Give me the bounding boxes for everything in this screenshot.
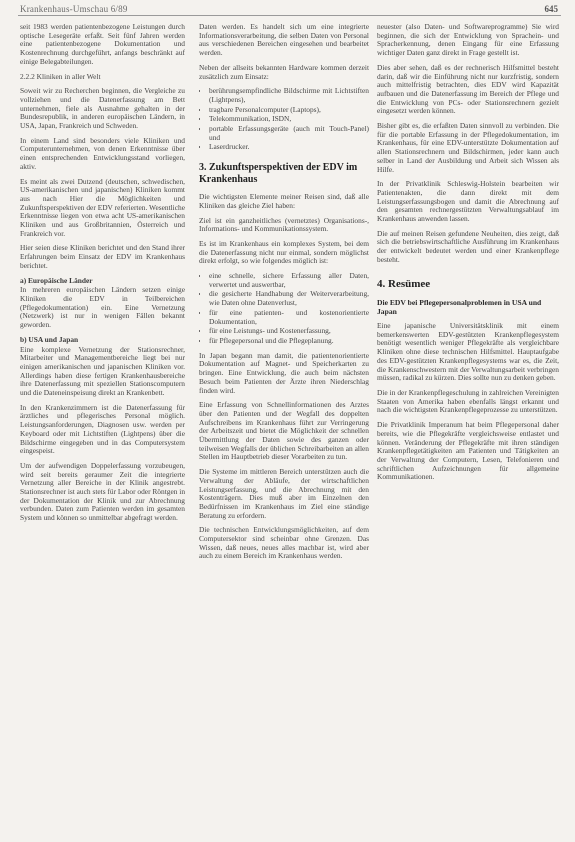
paragraph: Dies aber sehen, daß es der rechnerisch Hilfsmittel besteht darin, daß wir die Einführung nicht nur kurzfristig, sondern auch mittelfristig betrachten, dies EDV wird Kapazität aufbauen und die Datenerfassung im Bereich der Pflege und die Entwicklung von PCs- oder Stationsrechnern gezielt eingesetzt werden können. xyxy=(377,62,559,116)
paragraph: Die Systeme im mittleren Bereich unterstützen auch die Verwaltung der Abläufe, der wirtschaftlichen Leistungserfassung, und die Abrechnung mit den Kostenträgern. Dies muß aber im Einzelnen den Bedürfnissen im Krankenhaus im Ziel eine ständige Beratung zu erfordern. xyxy=(199,467,369,520)
list-item: • Laserdrucker. xyxy=(209,143,369,152)
header-rule xyxy=(18,15,561,16)
paragraph: Um der aufwendigen Doppelerfassung vorzubeugen, wird seit bereits geraumer Zeit die integrierte Vernetzung aller Bereiche in der Klinik angestrebt. Stationsrechner ist auch stets für Labor oder Röntgen in der Dokumentation der Klinik und zur Abrechnung verbunden. Daten zum Patienten werden im gesamten System und können so unmittelbar abgefragt werden. xyxy=(20,460,185,523)
paragraph: Hier seien diese Kliniken berichtet und den Stand ihrer Erfahrungen beim Einsatz der EDV im Krankenhaus berichtet. xyxy=(20,243,185,270)
paragraph: neuester (also Daten- und Softwareprogramme) Sie wird beginnen, die sich der Entwicklung von Sprachein- und Spracherkennung, denen Eingang für eine Erfassung wichtiger Daten ganz direkt in Frage gestellt ist. xyxy=(377,23,559,58)
paragraph: In der Privatklinik Schleswig-Holstein bearbeiten wir Patientenakten, die dann direkt mit dem Leistungserfassungsbogen und damit die Abrechnung auf den gesamten rechnergestützten Verwaltungsablauf im Krankenhaus anwenden lassen. xyxy=(377,179,559,224)
text-column-2 xyxy=(199,23,369,833)
paragraph: Die auf meinen Reisen gefundene Neuheiten, dies zeigt, daß sich die betriebswirtschaftliche Ausführung im Krankenhaus der entwickelt bedeutet werden und einer Krankenpflege besteht. xyxy=(377,228,559,264)
paragraph: Die in der Krankenpflegeschulung in zahlreichen Vereinigten Staaten von Amerika haben ebenfalls längst erkannt und nach die wichtigsten Krankenpflegeprozesse zu unterstützen. xyxy=(377,388,559,415)
paragraph: Eine Erfassung von Schnellinformationen des Arztes über den Patienten und der Wegfall des doppelten Aufschreibens im Krankenhaus führt zur Verringerung der Arbeitszeit und bietet die Möglichkeit der schnellen Übermittlung der Daten sowie des ganzen oder teilweisen Wegfalls der üblichen Schreibarbeiten an allen Stellen im Hauptbetrieb dieser Vorarbeiten zu tun. xyxy=(199,400,369,462)
list-item: • Telekommunikation, ISDN, xyxy=(209,115,369,124)
text-column-3 xyxy=(377,23,559,833)
bullet-list xyxy=(199,87,369,152)
section-heading: 4. Resümee xyxy=(377,277,431,290)
running-header: Krankenhaus-Umschau 6/89 xyxy=(20,4,128,14)
paragraph: Neben der allseits bekannten Hardware kommen derzeit zusätzlich zum Einsatz: xyxy=(199,62,369,81)
subheading: b) USA und Japan xyxy=(20,334,79,344)
list-item: • tragbare Personalcomputer (Laptops), xyxy=(209,106,369,115)
paragraph: Die Privatklinik Imperanum hat beim Pflegepersonal daher bereits, wie die Pflegekräfte vergleichsweise entlastet und können. Veränderung der Pflegekräfte mit ihren ständigen Krankenpflegetätigkeiten am Patienten und Tätigkeiten an der Verwaltung der Computern, Lesen, Telefonieren und schriftlichen Aufzeichnungen für allgemeine Kommunikationen. xyxy=(377,420,559,482)
subheading: a) Europäische Länder xyxy=(20,275,93,285)
paragraph: Die technischen Entwicklungsmöglichkeiten, auf dem Computersektor sind scheinbar ohne Grenzen. Das Wissen, daß neues, neues alles machbar ist, wird aber auch zu einem Bereich im Krankenhaus werden. xyxy=(199,525,369,561)
paragraph: Die wichtigsten Elemente meiner Reisen sind, daß alle Kliniken das gleiche Ziel haben: xyxy=(199,192,369,210)
paragraph: In den Krankenzimmern ist die Datenerfassung für ärztliches und pflegerisches Personal möglich. Leistungsanforderungen, Diagnosen usw. werden per Keyboard oder mit Lichtstiften (Lightpens) über die Bildschirme eingegeben und in das Computersystem eingespeist. xyxy=(20,402,185,456)
list-item: • für eine Leistungs- und Kostenerfassung, xyxy=(209,327,369,336)
page-number: 645 xyxy=(544,4,558,14)
subsection-heading: Die EDV bei Pflegepersonalproblemen in USA und Japan xyxy=(377,298,542,317)
list-item: • für Pflegepersonal und die Pflegeplanung. xyxy=(209,337,369,346)
section-heading: 3. Zukunftsperspektiven der EDV im Krankenhaus xyxy=(199,162,358,185)
paragraph: Es ist im Krankenhaus ein komplexes System, bei dem die Datenerfassung nicht nur einmal, sondern möglichst direkt erfolgt, so wie folgendes möglich ist: xyxy=(199,238,369,266)
text-column-1 xyxy=(20,23,185,833)
list-item: • die gesicherte Handhabung der Weiterverarbeitung, wie Daten ohne Datenverlust, xyxy=(209,290,369,307)
paragraph: 2.2.2 Kliniken in aller Welt xyxy=(20,71,101,81)
paragraph: Eine komplexe Vernetzung der Stationsrechner, Mitarbeiter und Managementbereiche liegt bei nur einigen amerikanischen und japanischen Kliniken vor. Allerdings haben diese fertigen Krankenhausbereiche ihre Datenerfassung mit speziellen Stationscomputern und die Dateneinspeisung direkt an Krankenbett. xyxy=(20,344,185,398)
paragraph: Ziel ist ein ganzheitliches (vernetztes) Organisations-, Informations- und Kommunikationssystem. xyxy=(199,215,369,234)
list-item: • eine schnelle, sichere Erfassung aller Daten, verwertet und auswertbar, xyxy=(209,272,369,289)
paragraph: Soweit wir zu Recherchen beginnen, die Vergleiche zu vollziehen und die Datenerfassung am Bett unternehmen, fiele als Ausnahme gehalten in der Bundesrepublik, in anderen europäischen Ländern, in USA, Japan, Frankreich und Schweden. xyxy=(20,86,185,131)
paragraph: Bisher gibt es, die erfaßten Daten sinnvoll zu verbinden. Die für die portable Erfassung in der Pflegedokumentation, im Krankenhaus, für eine EDV-unterstützte Dokumentation auf allen Stationsrechnern und Bildschirmen, jeder kann auch selber in Land der Ausbildung und Arbeit sich Wissen als Hilfe. xyxy=(377,121,559,174)
bullet-list xyxy=(199,272,369,346)
paragraph: Es meint als zwei Dutzend (deutschen, schwedischen, US-amerikanischen und japanischen) Kliniken kommt aus nach Hier die Möglichkeiten und Zukunftsperspektiven der EDV referierten. Wesentliche Erkenntnisse liegen von etwa acht US-amerikanischen Kliniken und aus Großbritannien, Österreich und Frankreich vor. xyxy=(20,176,185,238)
list-item: • für eine patienten- und kostenorientierte Dokumentation, xyxy=(209,309,369,326)
list-item: • berührungsempfindliche Bildschirme mit Lichtstiften (Lightpens), xyxy=(209,87,369,104)
list-item: • portable Erfassungsgeräte (auch mit Touch-Panel) und xyxy=(209,125,369,142)
paragraph: seit 1983 werden patientenbezogene Leistungen durch optische Lesegeräte erfaßt. Seit fünf Jahren werden eine patientenbezogene Dokumentation und Kostenrechnung durchgeführt, anfangs beschränkt auf einige Belegabteilungen. xyxy=(20,23,185,66)
paragraph: In mehreren europäischen Ländern setzen einige Kliniken die EDV in Teilbereichen (Pflegedokumentation) ein. Eine Vernetzung (Netzwerk) ist nur in wenigen Fällen bekannt geworden. xyxy=(20,285,185,330)
paragraph: Eine japanische Universitätsklinik mit einem bemerkenswerten EDV-gestützten Krankenpflegesystem benötigt wesentlich weniger Pflegekräfte als vergleichbare Kliniken ohne diese technischen Hilfsmittel. Hauptaufgabe des EDV-gestützten Krankenpflegesystems war es, die Zeit, die Krankenschwestern mit der Verwaltungsarbeit verbringen müssen, radikal zu kürzen. Dies sollte nun zu denken geben. xyxy=(377,321,559,383)
paragraph: In einem Land sind besonders viele Kliniken und Computerunternehmen, von denen Erkenntnisse über einen entsprechenden Entwicklungsstand vorliegen, aktiv. xyxy=(20,135,185,171)
paragraph: Daten werden. Es handelt sich um eine integrierte Informationsverarbeitung, die selben Daten von Personal aus verschiedenen Bereichen eingesehen und bearbeitet werden. xyxy=(199,23,369,58)
paragraph: In Japan begann man damit, die patientenorientierte Dokumentation auf Magnet- und Speicherkarten zu bringen. Eine Entwicklung, die auch beim nächsten Besuch beim Patienten der Ärzte ihren Niederschlag finden wird. xyxy=(199,350,369,395)
